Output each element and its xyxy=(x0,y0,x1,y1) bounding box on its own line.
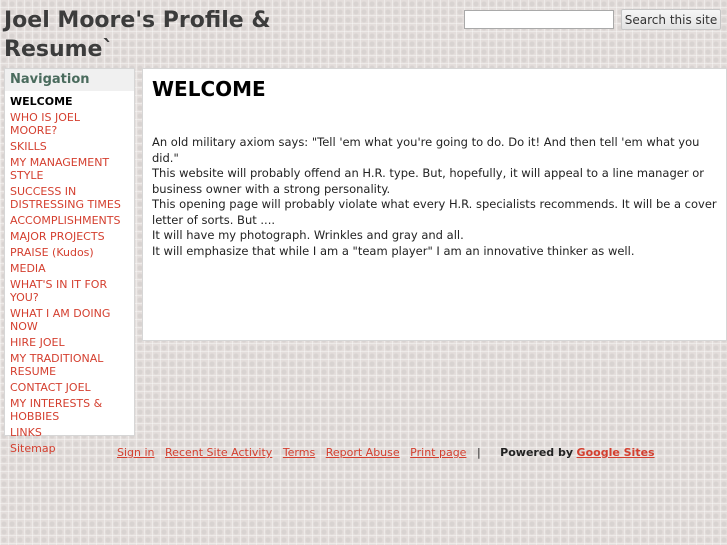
nav-item-major-projects[interactable]: MAJOR PROJECTS xyxy=(10,230,105,243)
nav-list xyxy=(5,91,134,458)
footer-link-print-page[interactable]: Print page xyxy=(410,446,467,459)
footer-link-report-abuse[interactable]: Report Abuse xyxy=(325,446,400,459)
nav-item-who-is-joel-moore[interactable]: WHO IS JOEL MOORE? xyxy=(10,111,81,137)
nav-item-sitemap[interactable]: Sitemap xyxy=(10,442,56,455)
content-paragraph: This website will probably offend an H.R. type. But, hopefully, it will appeal to a line manager or business owner with a strong personality. xyxy=(152,166,704,196)
footer xyxy=(117,446,717,460)
content-paragraph: It will emphasize that while I am a "team player" I am an innovative thinker as well. xyxy=(152,243,635,258)
content-paragraph: An old military axiom says: "Tell 'em what you're going to do. Do it! And then tell 'em what you did." xyxy=(152,135,700,165)
nav-item-hire-joel[interactable]: HIRE JOEL xyxy=(10,336,65,349)
sidebar-heading: Navigation xyxy=(5,69,134,91)
nav-item-whats-in-it-for-you[interactable]: WHAT'S IN IT FOR YOU? xyxy=(10,278,108,304)
nav-item-welcome[interactable]: WELCOME xyxy=(10,95,73,108)
footer-link-recent-activity[interactable]: Recent Site Activity xyxy=(165,446,273,459)
google-sites-link[interactable]: Google Sites xyxy=(576,446,655,459)
nav-item-contact-joel[interactable]: CONTACT JOEL xyxy=(10,381,91,394)
search-button[interactable]: Search this site xyxy=(621,9,721,30)
page-title: WELCOME xyxy=(152,77,266,101)
nav-item-accomplishments[interactable]: ACCOMPLISHMENTS xyxy=(10,214,121,227)
content-paragraph: It will have my photograph. Wrinkles and gray and all. xyxy=(152,228,464,242)
nav-item-management-style[interactable]: MY MANAGEMENT STYLE xyxy=(10,156,110,182)
main-content xyxy=(142,68,727,341)
nav-item-success-distressing-times[interactable]: SUCCESS IN DISTRESSING TIMES xyxy=(10,185,121,211)
nav-item-links[interactable]: LINKS xyxy=(10,426,42,439)
content-paragraph: This opening page will probably violate what every H.R. specialists recommends. It will be a cover letter of sorts. But .... xyxy=(152,197,717,227)
nav-item-media[interactable]: MEDIA xyxy=(10,262,46,275)
sidebar-navigation xyxy=(4,68,135,455)
nav-item-interests-hobbies[interactable]: MY INTERESTS & HOBBIES xyxy=(10,397,103,423)
powered-by-label: Powered by xyxy=(500,446,574,459)
site-title: Joel Moore's Profile & Resume` xyxy=(4,8,271,62)
search-input[interactable] xyxy=(464,10,614,29)
nav-item-traditional-resume[interactable]: MY TRADITIONAL RESUME xyxy=(10,352,104,378)
nav-item-what-i-am-doing-now[interactable]: WHAT I AM DOING NOW xyxy=(10,307,111,333)
footer-link-terms[interactable]: Terms xyxy=(282,446,316,459)
nav-item-praise[interactable]: PRAISE (Kudos) xyxy=(10,246,94,259)
nav-item-skills[interactable]: SKILLS xyxy=(10,140,47,153)
footer-link-sign-in[interactable]: Sign in xyxy=(117,446,155,459)
footer-separator: | xyxy=(476,446,481,459)
